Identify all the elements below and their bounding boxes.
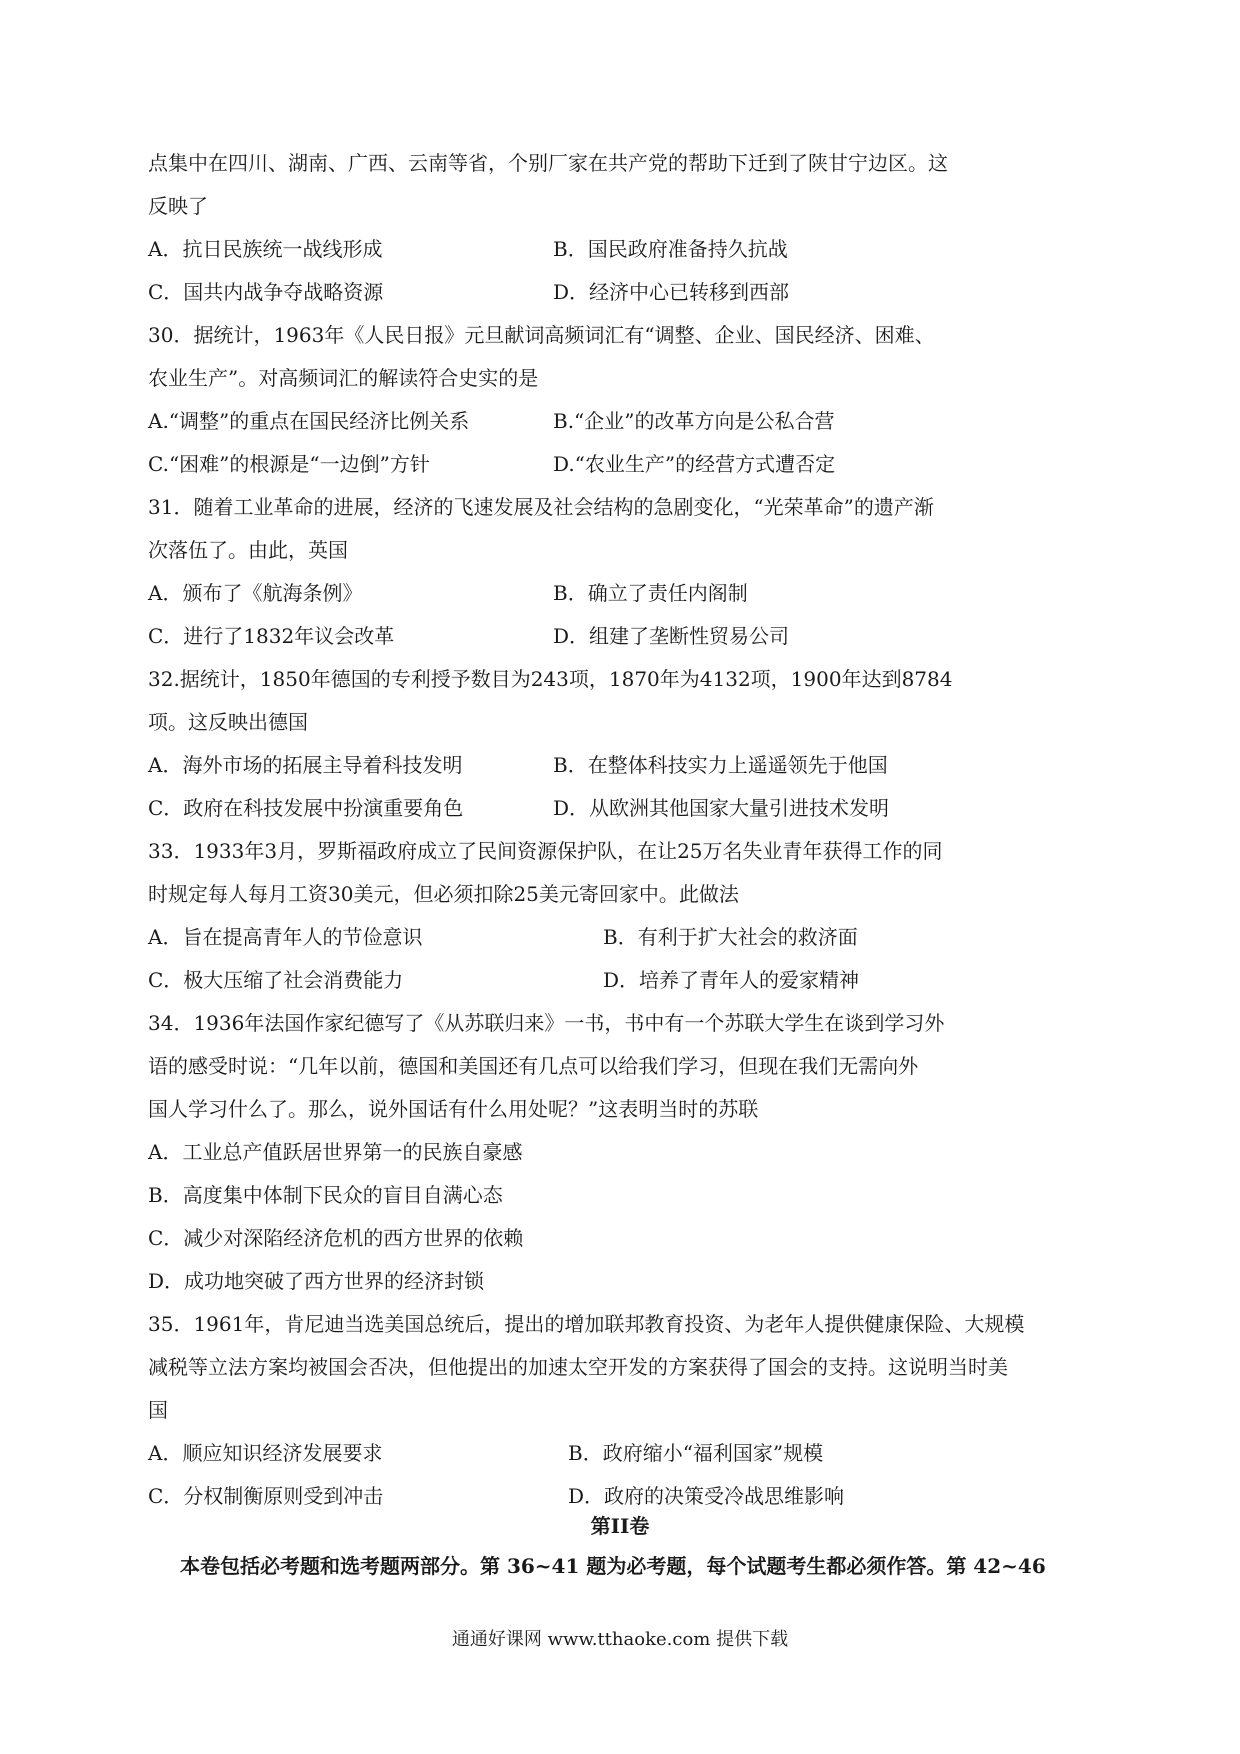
q35-option-b: B．政府缩小“福利国家”规模	[568, 1441, 824, 1465]
q33-options-row-1	[148, 916, 1098, 959]
q34-line-2: 语的感受时说：“几年以前，德国和美国还有几点可以给我们学习，但现在我们无需向外	[148, 1054, 919, 1078]
q31-line-2: 次落伍了。由此，英国	[148, 538, 348, 562]
q29-line-2: 反映了	[148, 194, 208, 218]
q32-options-row-2	[148, 787, 1098, 830]
q34-option-c: C．减少对深陷经济危机的西方世界的依赖	[148, 1226, 524, 1250]
q34-option-b: B．高度集中体制下民众的盲目自满心态	[148, 1183, 503, 1207]
q34-line-3: 国人学习什么了。那么，说外国话有什么用处呢？”这表明当时的苏联	[148, 1097, 759, 1121]
q29-option-b: B．国民政府准备持久抗战	[553, 237, 788, 261]
q35-option-d: D．政府的决策受冷战思维影响	[568, 1484, 845, 1508]
q30-options-row-2	[148, 443, 1098, 486]
q33-line-1: 33．1933年3月，罗斯福政府成立了民间资源保护队，在让25万名失业青年获得工作的同	[148, 839, 943, 863]
q29-option-c: C．国共内战争夺战略资源	[148, 280, 384, 304]
q33-option-a: A．旨在提高青年人的节俭意识	[148, 925, 423, 949]
q35-option-a: A．顺应知识经济发展要求	[148, 1441, 383, 1465]
q31-options-row-1	[148, 572, 1098, 615]
section-title: 第II卷	[590, 1514, 650, 1538]
q32-option-d: D．从欧洲其他国家大量引进技术发明	[553, 796, 890, 820]
q29-option-d: D．经济中心已转移到西部	[553, 280, 790, 304]
q31-option-b: B．确立了责任内阁制	[553, 581, 748, 605]
section-intro: 本卷包括必考题和选考题两部分。第 36~41 题为必考题，每个试题考生都必须作答。第 42~46	[180, 1554, 1046, 1578]
q32-line-1: 32.据统计，1850年德国的专利授予数目为243项，1870年为4132项，1900年达到8784	[148, 667, 953, 691]
q33-option-b: B．有利于扩大社会的救济面	[603, 925, 858, 949]
q35-option-c: C．分权制衡原则受到冲击	[148, 1484, 384, 1508]
q32-option-a: A．海外市场的拓展主导着科技发明	[148, 753, 463, 777]
q30-option-a: A.“调整”的重点在国民经济比例关系	[148, 409, 470, 433]
q31-option-a: A．颁布了《航海条例》	[148, 581, 363, 605]
question-block	[148, 142, 1098, 1518]
q31-options-row-2	[148, 615, 1098, 658]
q32-line-2: 项。这反映出德国	[148, 710, 308, 734]
q29-line-1: 点集中在四川、湖南、广西、云南等省，个别厂家在共产党的帮助下迁到了陕甘宁边区。这	[148, 151, 948, 175]
q29-options-row-1	[148, 228, 1098, 271]
q31-option-c: C．进行了1832年议会改革	[148, 624, 395, 648]
q34-option-d: D．成功地突破了西方世界的经济封锁	[148, 1269, 485, 1293]
q33-option-c: C．极大压缩了社会消费能力	[148, 968, 404, 992]
q30-options-row-1	[148, 400, 1098, 443]
q34-line-1: 34．1936年法国作家纪德写了《从苏联归来》一书，书中有一个苏联大学生在谈到学习外	[148, 1011, 945, 1035]
q33-option-d: D．培养了青年人的爱家精神	[603, 968, 860, 992]
q31-option-d: D．组建了垄断性贸易公司	[553, 624, 790, 648]
q32-option-b: B．在整体科技实力上遥遥领先于他国	[553, 753, 888, 777]
q32-option-c: C．政府在科技发展中扮演重要角色	[148, 796, 464, 820]
footer-source: 通通好课网 www.tthaoke.com 提供下载	[451, 1629, 789, 1650]
q30-option-c: C.“困难”的根源是“一边倒”方针	[148, 452, 430, 476]
q30-option-b: B.“企业”的改革方向是公私合营	[553, 409, 835, 433]
q30-line-1: 30．据统计，1963年《人民日报》元旦献词高频词汇有“调整、企业、国民经济、困难、	[148, 323, 935, 347]
q32-options-row-1	[148, 744, 1098, 787]
q33-options-row-2	[148, 959, 1098, 1002]
q29-options-row-2	[148, 271, 1098, 314]
q35-line-1: 35．1961年，肯尼迪当选美国总统后，提出的增加联邦教育投资、为老年人提供健康保险、大规模	[148, 1312, 1025, 1336]
q30-line-2: 农业生产”。对高频词汇的解读符合史实的是	[148, 366, 539, 390]
q29-option-a: A．抗日民族统一战线形成	[148, 237, 383, 261]
q35-options-row-1	[148, 1432, 1098, 1475]
q33-line-2: 时规定每人每月工资30美元，但必须扣除25美元寄回家中。此做法	[148, 882, 739, 906]
q31-line-1: 31．随着工业革命的进展，经济的飞速发展及社会结构的急剧变化，“光荣革命”的遗产渐	[148, 495, 934, 519]
q30-option-d: D.“农业生产”的经营方式遭否定	[553, 452, 836, 476]
q34-option-a: A．工业总产值跃居世界第一的民族自豪感	[148, 1140, 523, 1164]
q35-line-2: 减税等立法方案均被国会否决，但他提出的加速太空开发的方案获得了国会的支持。这说明当时美	[148, 1355, 1008, 1379]
q35-line-3: 国	[148, 1398, 168, 1422]
